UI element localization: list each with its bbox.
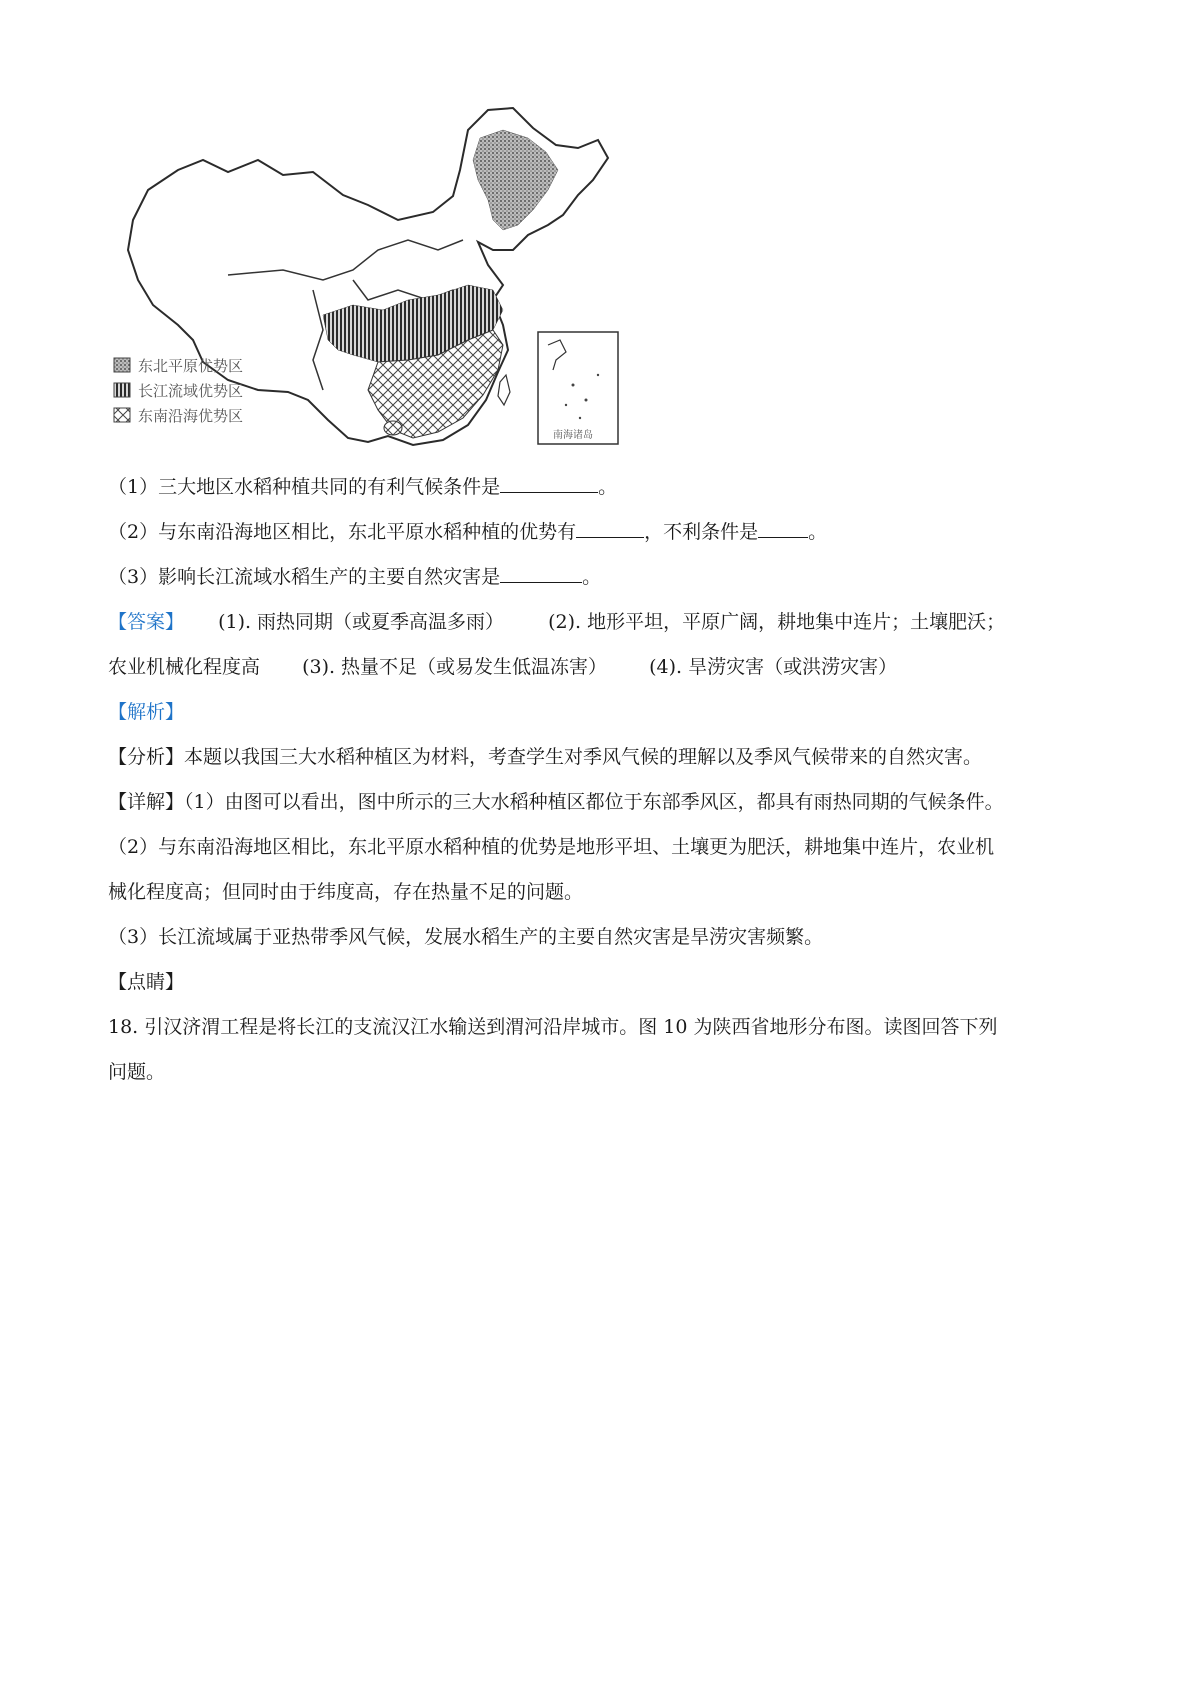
analysis-dianjing: 【点睛】 (108, 971, 185, 993)
answer-blank-3 (500, 562, 582, 583)
analysis-detail-2b: 械化程度高；但同时由于纬度高，存在热量不足的问题。 (108, 881, 584, 903)
china-map-svg (108, 100, 673, 495)
analysis-detail-1: 【详解】（1）由图可以看出，图中所示的三大水稻种植区都位于东部季风区，都具有雨热同期的气候条件。 (108, 791, 1004, 813)
answer-blank-2a (576, 517, 644, 538)
answer-blank-2b (758, 517, 808, 538)
legend-label-yangtze: 长江流域优势区 (138, 382, 244, 400)
analysis-detail-2a: （2）与东南沿海地区相比，东北平原水稻种植的优势是地形平坦、土壤更为肥沃，耕地集中连片，农业机 (108, 836, 995, 858)
answer-blank-1 (500, 472, 598, 493)
answer-line-1 (108, 607, 1100, 637)
legend-label-southeast: 东南沿海优势区 (138, 407, 244, 425)
answer-3: (3). 热量不足（或易发生低温冻害） (302, 656, 608, 678)
answer-line-2 (108, 652, 1100, 682)
rice-regions-map-figure (108, 100, 673, 495)
analysis-detail-3: （3）长江流域属于亚热带季风气候，发展水稻生产的主要自然灾害是旱涝灾害频繁。 (108, 926, 824, 948)
question-2: （2）与东南沿海地区相比，东北平原水稻种植的优势有 ，不利条件是 。 (108, 517, 1100, 547)
answer-2: (2). 地形平坦，平原广阔，耕地集中连片；土壤肥沃； (548, 611, 1006, 633)
map-legend (114, 357, 243, 425)
hainan-island (384, 421, 402, 435)
question-18-line-2: 问题。 (108, 1061, 166, 1083)
question-3: （3）影响长江流域水稻生产的主要自然灾害是 。 (108, 562, 1100, 592)
inset-label: 南海诸岛 (553, 430, 593, 441)
answer-1: (1). 雨热同期（或夏季高温多雨） (218, 611, 505, 633)
analysis-tag: 【解析】 (108, 701, 185, 723)
question-1: （1）三大地区水稻种植共同的有利气候条件是 。 (108, 472, 1100, 502)
answer-2-continued: 农业机械化程度高 (108, 656, 261, 678)
taiwan-island (498, 375, 510, 405)
south-china-sea-inset (538, 332, 618, 444)
analysis-fenxi: 【分析】本题以我国三大水稻种植区为材料，考查学生对季风气候的理解以及季风气候带来的自然灾害。 (108, 746, 983, 768)
answer-tag: 【答案】 (108, 611, 185, 633)
analysis-heading (108, 697, 1100, 727)
answer-4: (4). 旱涝灾害（或洪涝灾害） (649, 656, 898, 678)
question-18-line-1: 18. 引汉济渭工程是将长江的支流汉江水输送到渭河沿岸城市。图 10 为陕西省地形分布图。读图回答下列 (108, 1016, 998, 1038)
legend-label-northeast: 东北平原优势区 (138, 357, 244, 375)
